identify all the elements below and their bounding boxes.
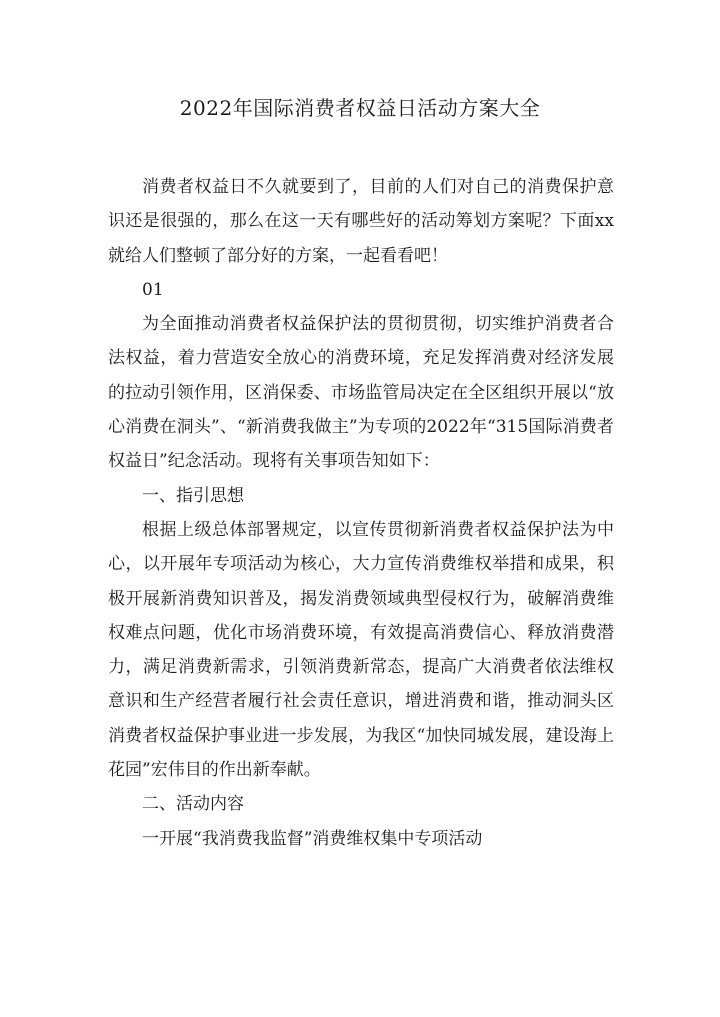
heading-guiding-thought: 一、指引思想 xyxy=(142,485,244,506)
intro-paragraph: 消费者权益日不久就要到了，目前的人们对自己的消费保护意识还是很强的，那么在这一天有哪些好的活动筹划方案呢？下面xx就给人们整顿了部分好的方案，一起看看吧！ xyxy=(108,177,614,266)
purpose-paragraph: 为全面推动消费者权益保护法的贯彻贯彻，切实维护消费者合法权益，着力营造安全放心的消费环境，充足发挥消费对经济发展的拉动引领作用，区消保委、市场监管局决定在全区组织开展以“放心消费在洞头”、“新消费我做主”为专项的2022年“315国际消费者权益日”纪念活动。现将有关事项告知如下： xyxy=(108,314,614,472)
document-body xyxy=(108,170,614,856)
heading-activity-content: 二、活动内容 xyxy=(142,794,244,815)
activity-item-paragraph: 一开展“我消费我监督”消费维权集中专项活动 xyxy=(142,828,483,849)
document-title: 2022年国际消费者权益日活动方案大全 xyxy=(179,96,541,120)
guiding-thought-paragraph: 根据上级总体部署规定，以宣传贯彻新消费者权益保护法为中心，以开展年专项活动为核心，大力宣传消费维权举措和成果，积极开展新消费知识普及，揭发消费领域典型侵权行为，破解消费维权难点问题，优化市场消费环境，有效提高消费信心、释放消费潜力，满足消费新需求，引领消费新常态，提高广大消费者依法维权意识和生产经营者履行社会责任意识，增进消费和谐，推动洞头区消费者权益保护事业进一步发展，为我区“加快同城发展，建设海上花园”宏伟目的作出新奉献。 xyxy=(108,519,614,781)
section-number: 01 xyxy=(142,279,164,300)
